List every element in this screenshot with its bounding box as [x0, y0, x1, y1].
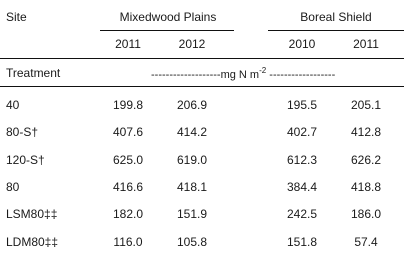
table-cell: 412.8 — [350, 125, 382, 139]
row-treatment: LDM80‡‡ — [6, 235, 59, 249]
table-cell: 384.4 — [286, 180, 318, 194]
table-cell: 105.8 — [176, 235, 208, 249]
year-header: 2012 — [178, 37, 206, 51]
table-cell: 242.5 — [286, 207, 318, 221]
table-cell: 57.4 — [354, 235, 378, 249]
table-cell: 151.8 — [286, 235, 318, 249]
table-cell: 199.8 — [112, 98, 144, 112]
table-cell: 416.6 — [112, 180, 144, 194]
row-treatment: 120-S† — [6, 153, 45, 167]
table-cell: 195.5 — [286, 98, 318, 112]
unit-label: -------------------mg N $m^{-2}$ ------------------ — [151, 66, 336, 81]
treatment-header: Treatment — [6, 66, 61, 80]
table-cell: 186.0 — [350, 207, 382, 221]
year-header: 2010 — [288, 37, 316, 51]
table-cell: 418.1 — [176, 180, 208, 194]
group-header-boreal-shield: Boreal Shield — [300, 10, 372, 24]
group-underline-mixedwood — [100, 30, 234, 31]
row-treatment: 80 — [6, 180, 20, 194]
row-treatment: LSM80‡‡ — [6, 207, 58, 221]
table-cell: 626.2 — [350, 153, 382, 167]
table-cell: 612.3 — [286, 153, 318, 167]
table-cell: 407.6 — [112, 125, 144, 139]
year-header: 2011 — [353, 37, 379, 51]
site-header: Site — [6, 10, 27, 24]
row-treatment: 80-S† — [6, 125, 39, 139]
table-cell: 205.1 — [350, 98, 382, 112]
table-cell: 625.0 — [112, 153, 144, 167]
table-cell: 402.7 — [286, 125, 318, 139]
table-cell: 182.0 — [112, 207, 144, 221]
table-cell: 414.2 — [176, 125, 208, 139]
table-cell: 619.0 — [176, 153, 208, 167]
header-bottom-rule — [0, 86, 404, 87]
table-cell: 206.9 — [176, 98, 208, 112]
table-cell: 151.9 — [176, 207, 208, 221]
group-header-mixedwood-plains: Mixedwood Plains — [119, 10, 217, 24]
table-cell: 418.8 — [350, 180, 382, 194]
table-cell: 116.0 — [113, 235, 143, 249]
header-rule — [0, 58, 404, 59]
year-header: 2011 — [115, 37, 141, 51]
row-treatment: 40 — [6, 98, 20, 112]
group-underline-boreal — [268, 30, 404, 31]
